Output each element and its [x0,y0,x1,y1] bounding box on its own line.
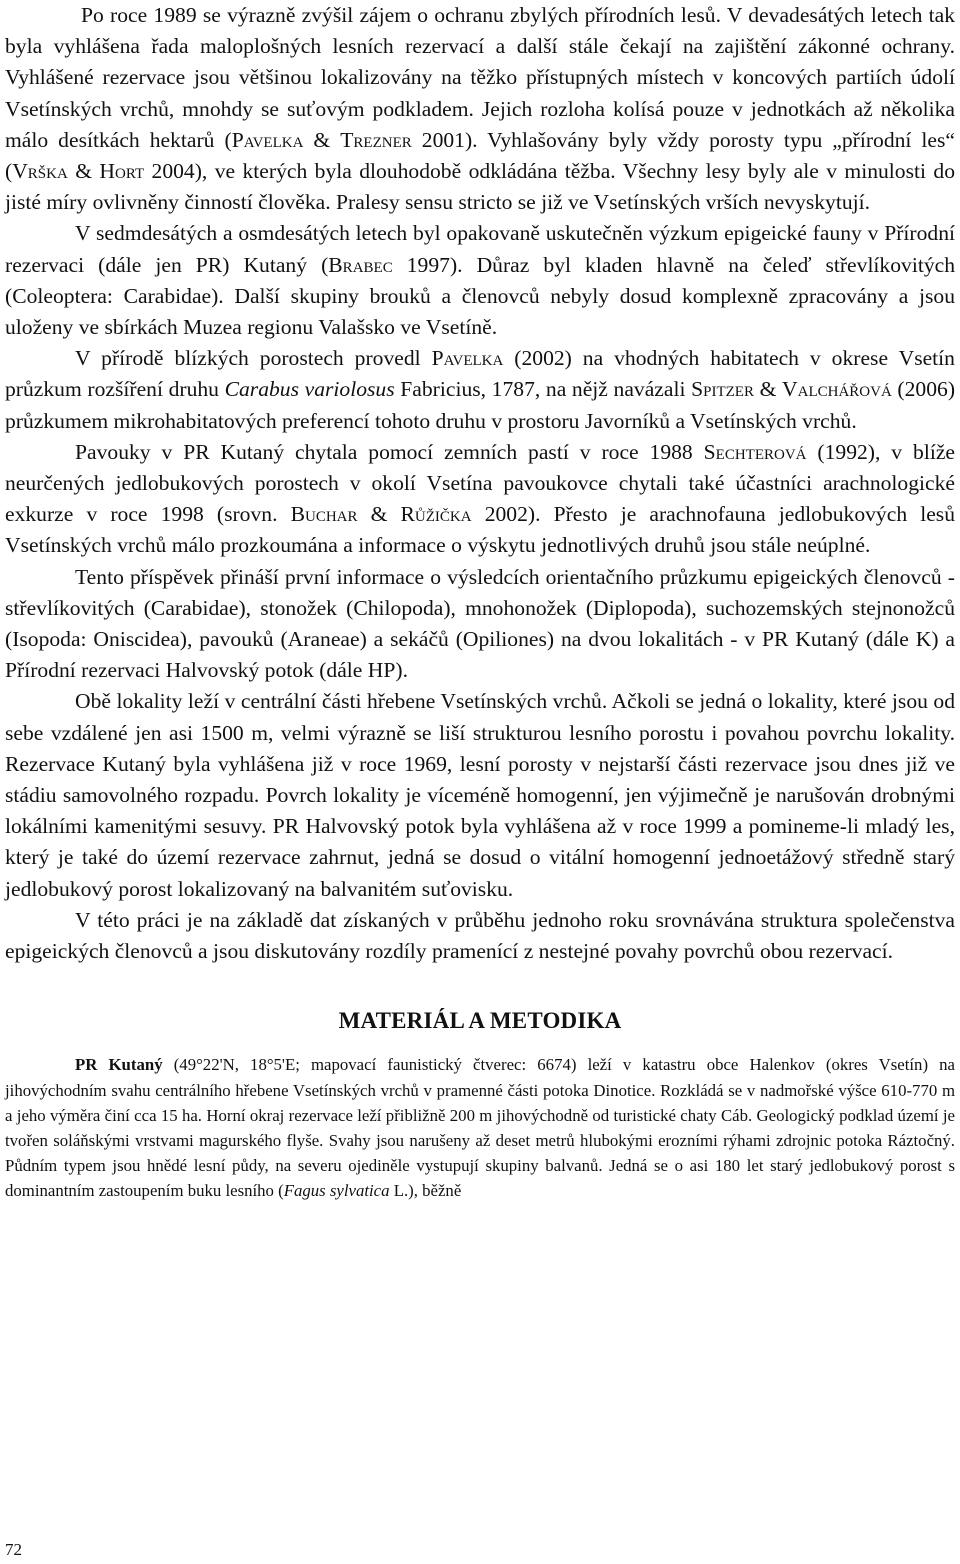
author-name: Brabec [328,252,393,277]
text-run: 2001). Vyhlašovány byly vždy porosty typu „přírodní les“ ( [5,127,956,184]
text-run: (1992), v blíže neurčených jedlobukových porostech v okolí Vsetína pavoukovce chytali také účastníci arachnologické exkurze v roce 1998 (srovn. [5,439,955,527]
paragraph-comparison [5,905,955,967]
text-run: & [753,377,783,402]
paragraph-localities [5,686,955,904]
author-name: Hort [99,159,145,184]
author-name: Buchar [290,502,358,527]
text-run: V této práci je na základě dat získaných v průběhu jednoho roku srovnávána struktura společenstva epigeických členovců a jsou diskutovány rozdíly pramenící z nestejné povahy povrchů obou rezervací. [5,907,955,964]
text-run: (2006) průzkumem mikrohabitatových preferencí tohoto druhu v prostoru Javorníků a Vsetínských vrchů. [5,377,956,433]
text-run: V přírodě blízkých porostech provedl [75,346,432,371]
author-name: Sechterová [703,439,807,464]
text-run: (2002) na vhodných habitatech v okrese Vsetín průzkum rozšíření druhu [5,346,955,402]
locality-name: PR Kutaný [75,1055,163,1075]
text-run: Tento příspěvek přináší první informace o výsledcích orientačního průzkumu epigeických členovců - střevlíkovitých (Carabidae), stonožek (Chilopoda), mnohonožek (Diplopoda), suchozemských stejnonožců (Isopoda: Oniscidea), pavouků (Araneae) a sekáčů (Opiliones) na dvou lokalitách - v PR Kutaný (dále K) a Přírodní rezervaci Halvovský potok (dále HP). [5,564,955,683]
author-name: Růžička [400,502,472,527]
text-run: V sedmdesátých a osmdesátých letech byl opakovaně uskutečněn výzkum epigeické fauny v Přírodní rezervaci (dále jen PR) Kutaný ( [5,221,955,277]
text-run: 2004), ve kterých byla dlouhodobě odkládána těžba. Všechny lesy byly ale v minulosti do jisté míry ovlivněny činností člověka. Pralesy sensu stricto se již ve Vsetínských vrších nevyskytují. [5,159,956,215]
author-name: Vrška [12,159,68,184]
page-number: 72 [5,1540,22,1559]
text-run: L.), běžně [389,1181,462,1201]
author-name: Pavelka [431,346,504,371]
text-run: Po roce 1989 se výrazně zvýšil zájem o ochranu zbylých přírodních lesů. V devadesátých letech tak byla vyhlášena řada maloplošných lesních rezervací a další stále čekají na zajištění zákonné ochrany. Vyhlášené rezervace jsou většinou lokalizovány na těžko přístupných místech v koncových partiích údolí Vsetínských vrchů, mnohdy se suťovým podkladem. Jejich rozloha kolísá pouze v jednotkách až několika málo desítkách hektarů ( [5,3,955,152]
author-name: Valchářová [782,377,892,402]
document-page [5,0,955,1204]
author-name: Spitzer [691,377,754,402]
text-run: Obě lokality leží v centrální části hřebene Vsetínských vrchů. Ačkoli se jedná o lokality, které jsou od sebe vzdálené jen asi 1500 m, velmi výrazně se liší strukturou lesního porostu i povahou povrchu lokality. Rezervace Kutaný byla vyhlášena již v roce 1969, lesní porosty v nejstarší části rezervace jsou dnes již ve stádiu samovolného rozpadu. Povrch lokality je víceméně homogenní, jen výjimečně je narušován drobnými lokálními kamenitými sesuvy. PR Halvovský potok byla vyhlášena až v roce 1999 a pomineme-li mladý les, který je také do území rezervace zahrnut, jedná se dosud o vitální homogenní jednoetážový středně starý jedlobukový porost lokalizovaný na balvanitém suťovisku. [5,689,955,901]
author-name: Trezner [340,127,412,152]
paragraph-spiders [5,437,955,562]
paragraph-research-history [5,218,955,343]
text-run: & [303,127,341,152]
section-heading: MATERIÁL A METODIKA [338,1008,622,1034]
text-run: (49°22'N, 18°5'E; mapovací faunistický čtverec: 6674) leží v katastru obce Halenkov (okres Vsetín) na jihovýchodním svahu centrálního hřebene Vsetínských vrchů v pramenné části potoka Dinotice. Rozkládá se v nadmořské výšce 610-770 m a jeho výměra činí cca 15 ha. Horní okraj rezervace leží přibližně 200 m jihovýchodně od turistické chaty Cáb. Geologický podklad území je tvořen soláňskými vrstvami magurského flyše. Svahy jsou narušeny až deset metrů hlubokými erozními rýhami zdrojnic potoka Ráztočný. Půdním typem jsou hnědé lesní půdy, na severu ojediněle vystupují skupiny balvanů. Jedná se o asi 180 let starý jedlobukový porost s dominantním zastoupením buku lesního ( [5,1055,955,1201]
paragraph-carabus-survey [5,343,955,437]
text-run: & [67,159,100,184]
text-run: Fabricius, 1787, na nějž navázali [394,377,692,402]
text-run: 2002). Přesto je arachnofauna jedlobukových lesů Vsetínských vrchů málo prozkoumána a informace o výskytu jednotlivých druhů jsou stále neúplné. [5,502,956,558]
author-name: Pavelka [231,127,304,152]
species-name: Fagus sylvatica [283,1181,390,1201]
text-run: Pavouky v PR Kutaný chytala pomocí zemních pastí v roce 1988 [75,439,704,464]
species-name: Carabus variolosus [224,377,395,402]
text-run: & [357,502,401,527]
paragraph-intro [5,0,955,218]
paragraph-aim [5,562,955,687]
paragraph-methods-kutany [5,1052,955,1203]
text-run: 1997). Důraz byl kladen hlavně na čeleď střevlíkovitých (Coleoptera: Carabidae). Další skupiny brouků a členovců nebyly dosud komplexně zpracovány a jsou uloženy ve sbírkách Muzea regionu Valašsko ve Vsetíně. [5,252,956,340]
